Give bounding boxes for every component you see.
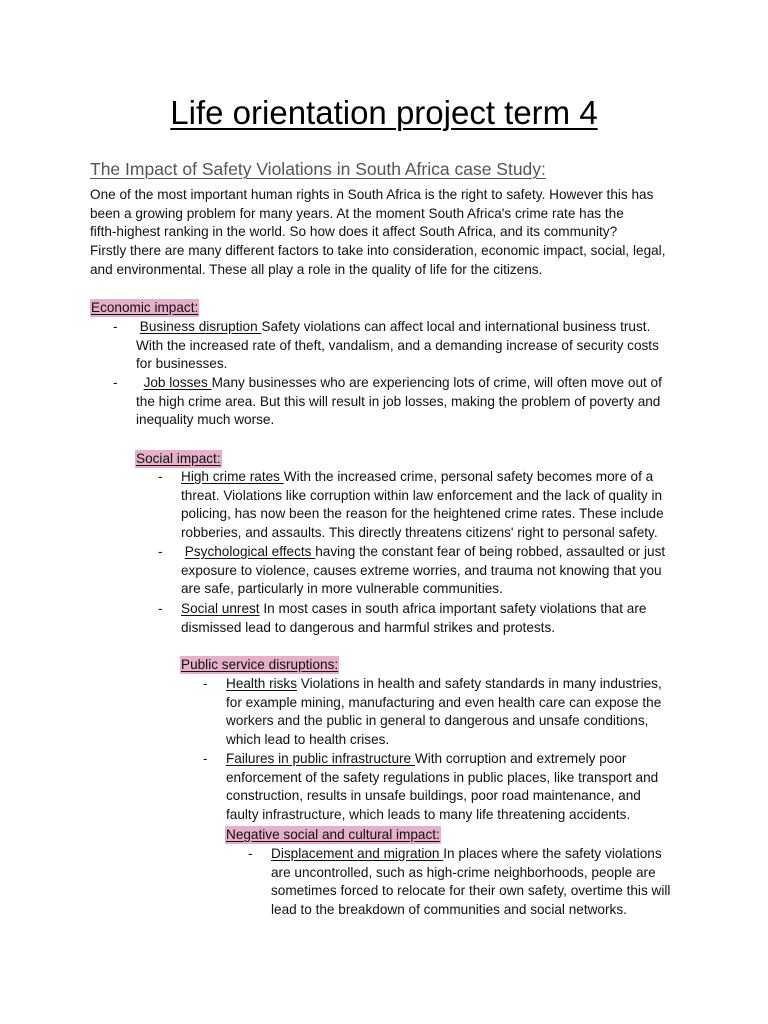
list-item-line: workers and the public in general to dangerous and unsafe conditions, [226, 713, 649, 729]
list-item-first-line [136, 318, 659, 337]
intro-line: and environmental. These all play a role in the quality of life for the citizens. [90, 261, 543, 277]
intro-line: fifth-highest ranking in the world. So how does it affect South Africa, and its community? [90, 224, 618, 240]
list-item-line: enforcement of the safety regulations in public places, like transport and [226, 769, 659, 785]
bullet-dash: - [158, 469, 163, 484]
list-item-line: construction, results in unsafe buildings, poor road maintenance, and [226, 788, 641, 804]
bullet-dash: - [248, 846, 253, 861]
list-item-text: having the constant fear of being robbed, assaulted or just [315, 544, 666, 559]
list-item-line: lead to the breakdown of communities and social networks. [271, 902, 627, 918]
list-item-failures-public-infrastructure [226, 750, 658, 825]
negative-social-cultural-impact-heading: Negative social and cultural impact: [226, 827, 440, 842]
list-item-line: robberies, and assaults. This directly threatens citizens' right to personal safety. [181, 525, 658, 541]
bullet-dash: - [113, 319, 118, 334]
list-item-first-line [136, 374, 662, 393]
list-item-line: for businesses. [136, 356, 228, 372]
list-item-job-losses [136, 374, 662, 430]
list-item-text: Safety violations can affect local and international business trust. [261, 319, 651, 334]
bullet-dash: - [203, 751, 208, 766]
list-item-line: exposure to violence, causes extreme worries, and trauma not knowing that you [181, 562, 662, 578]
bullet-dash: - [158, 544, 163, 559]
list-item-business-disruption [136, 318, 659, 374]
list-item-text: With corruption and extremely poor [414, 751, 627, 766]
list-item-line: which lead to health crises. [226, 732, 390, 748]
list-item-line: inequality much worse. [136, 412, 275, 428]
list-item-first-line [271, 845, 670, 864]
list-item-line: for example mining, manufacturing and even health care can expose the [226, 694, 662, 710]
list-item-line: the high crime area. But this will result in job losses, making the problem of poverty and [136, 393, 661, 409]
bullet-dash: - [158, 601, 163, 616]
list-item-line: dismissed lead to dangerous and harmful strikes and protests. [181, 619, 556, 635]
list-item-health-risks [226, 675, 662, 750]
list-item-line: threat. Violations like corruption within law enforcement and the lack of quality in [181, 487, 663, 503]
list-item-term: Social unrest [181, 601, 260, 616]
list-item-term: Failures in public infrastructure [226, 751, 415, 766]
intro-paragraph [90, 186, 690, 280]
list-item-text: With the increased crime, personal safety becomes more of a [283, 469, 654, 484]
list-item-text: In most cases in south africa important safety violations that are [259, 601, 647, 616]
list-item-high-crime-rates [181, 468, 664, 543]
list-item-term: Job losses [143, 375, 212, 390]
page-title: Life orientation project term 4 [170, 94, 598, 131]
intro-line: Firstly there are many different factors to take into consideration, economic impact, social, legal, [90, 243, 666, 259]
list-item-first-line [226, 750, 658, 769]
list-item-term: High crime rates [181, 469, 284, 484]
list-item-line: policing, has now been the reason for the heightened crime rates. These include [181, 506, 664, 522]
list-item-first-line [226, 675, 662, 694]
list-item-term: Psychological effects [184, 544, 316, 559]
page-subtitle: The Impact of Safety Violations in South Africa case Study: [90, 159, 546, 179]
list-item-first-line [181, 543, 665, 562]
bullet-dash: - [113, 375, 118, 390]
intro-line: been a growing problem for many years. At the moment South Africa's crime rate has the [90, 205, 624, 221]
list-item-first-line [181, 600, 646, 619]
list-item-social-unrest [181, 600, 646, 637]
list-item-term: Business disruption [139, 319, 262, 334]
economic-impact-heading: Economic impact: [91, 300, 199, 315]
list-item-line: are safe, particularly in more vulnerable communities. [181, 581, 503, 597]
list-item-term: Displacement and migration [271, 846, 444, 861]
list-item-text: Violations in health and safety standards in many industries, [297, 676, 662, 691]
list-item-line: With the increased rate of theft, vandalism, and a demanding increase of security costs [136, 337, 659, 353]
list-item-first-line [181, 468, 664, 487]
bullet-dash: - [203, 676, 208, 691]
public-service-disruptions-heading: Public service disruptions: [181, 657, 339, 672]
list-item-line: faulty infrastructure, which leads to many life threatening accidents. [226, 807, 631, 823]
list-item-line: are uncontrolled, such as high-crime neighborhoods, people are [271, 864, 656, 880]
list-item-line: sometimes forced to relocate for their own safety, overtime this will [271, 883, 671, 899]
intro-line: One of the most important human rights in South Africa is the right to safety. However this has [90, 187, 654, 202]
social-impact-heading: Social impact: [136, 451, 221, 466]
list-item-displacement-migration [271, 845, 670, 920]
list-item-text: Many businesses who are experiencing lots of crime, will often move out of [211, 375, 662, 390]
list-item-psychological-effects [181, 543, 665, 599]
list-item-term: Health risks [226, 676, 298, 691]
list-item-text: In places where the safety violations [443, 846, 662, 861]
